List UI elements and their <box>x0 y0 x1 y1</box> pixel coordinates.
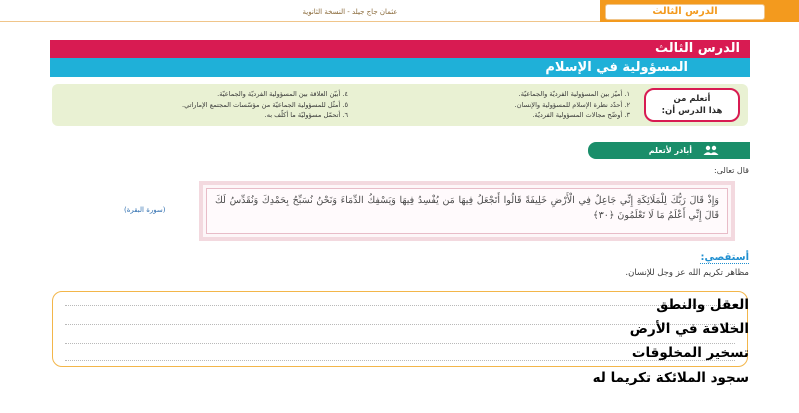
verse-intro: قال تعالى: <box>714 166 749 175</box>
objective-item: ١. أميّز بين المسؤولية الفرديّة والجماعيّة. <box>518 90 630 98</box>
lesson-tab[interactable]: الدرس الثالث <box>605 4 765 20</box>
objective-item: ٤. أبيّن العلاقة بين المسؤولية الفرديّة والجماعيّة. <box>217 90 348 98</box>
answer-line <box>65 305 735 306</box>
header-meta-text: عثمان جاج جيلد - النسخة الثانوية <box>302 8 398 16</box>
objective-item: ٥. أمثّل للمسؤولية الجماعيّة من مؤسّسات المجتمع الإماراتي. <box>182 100 348 109</box>
verse-reference: (سورة البقرة) <box>124 206 166 214</box>
objectives-badge <box>644 88 740 122</box>
inquiry-label: أستقصي: <box>700 252 749 263</box>
topic-title: المسؤولية في الإسلام <box>545 60 688 75</box>
objectives-list-right <box>410 89 630 121</box>
quran-verse-text: وَإِذْ قَالَ رَبُّكَ لِلْمَلَائِكَةِ إِنِّي جَاعِلٌ فِي الْأَرْضِ خَلِيفَةً قَالُوا أَتَجْعَلُ فِيهَا مَن يُفْسِدُ فِيهَا وَيَسْفِكُ الدِّمَاءَ وَنَحْنُ نُسَبِّحُ بِحَمْدِكَ وَنُقَدِّسُ لَكَ قَالَ إِنِّي أَعْلَمُ مَا لَا تَعْلَمُونَ ﴿٣٠﴾ <box>206 188 728 234</box>
people-icon <box>702 145 720 156</box>
inquiry-prompt: مظاهر تكريم الله عز وجل للإنسان. <box>625 268 749 278</box>
objective-item: ٢. أحدّد نظرة الإسلام للمسؤولية والإنسان. <box>514 100 630 109</box>
answer-text: سجود الملائكة تكريما له <box>592 370 749 386</box>
answer-text: الخلافة في الأرض <box>629 321 749 337</box>
objectives-list-left <box>88 89 348 121</box>
objectives-badge-line2: هذا الدرس أن: <box>661 106 723 116</box>
objective-item: ٦. أتحمّل مسؤوليّة ما أكلّف به. <box>264 111 348 119</box>
objective-item: ٣. أوضّح مجالات المسؤولية الفرديّة. <box>532 111 630 119</box>
learning-objectives <box>52 84 748 126</box>
section-header-initiate <box>588 142 750 159</box>
objectives-badge-line1: أتعلم من <box>673 94 711 104</box>
lesson-banner <box>50 40 750 58</box>
answer-text: العقل والنطق <box>656 297 749 313</box>
answer-text: تسخير المخلوقات <box>631 345 749 361</box>
lesson-number-title: الدرس الثالث <box>655 41 740 56</box>
section-label: أبادر لأتعلم <box>648 146 692 155</box>
topic-banner <box>50 58 750 77</box>
quran-verse-frame <box>199 181 735 241</box>
